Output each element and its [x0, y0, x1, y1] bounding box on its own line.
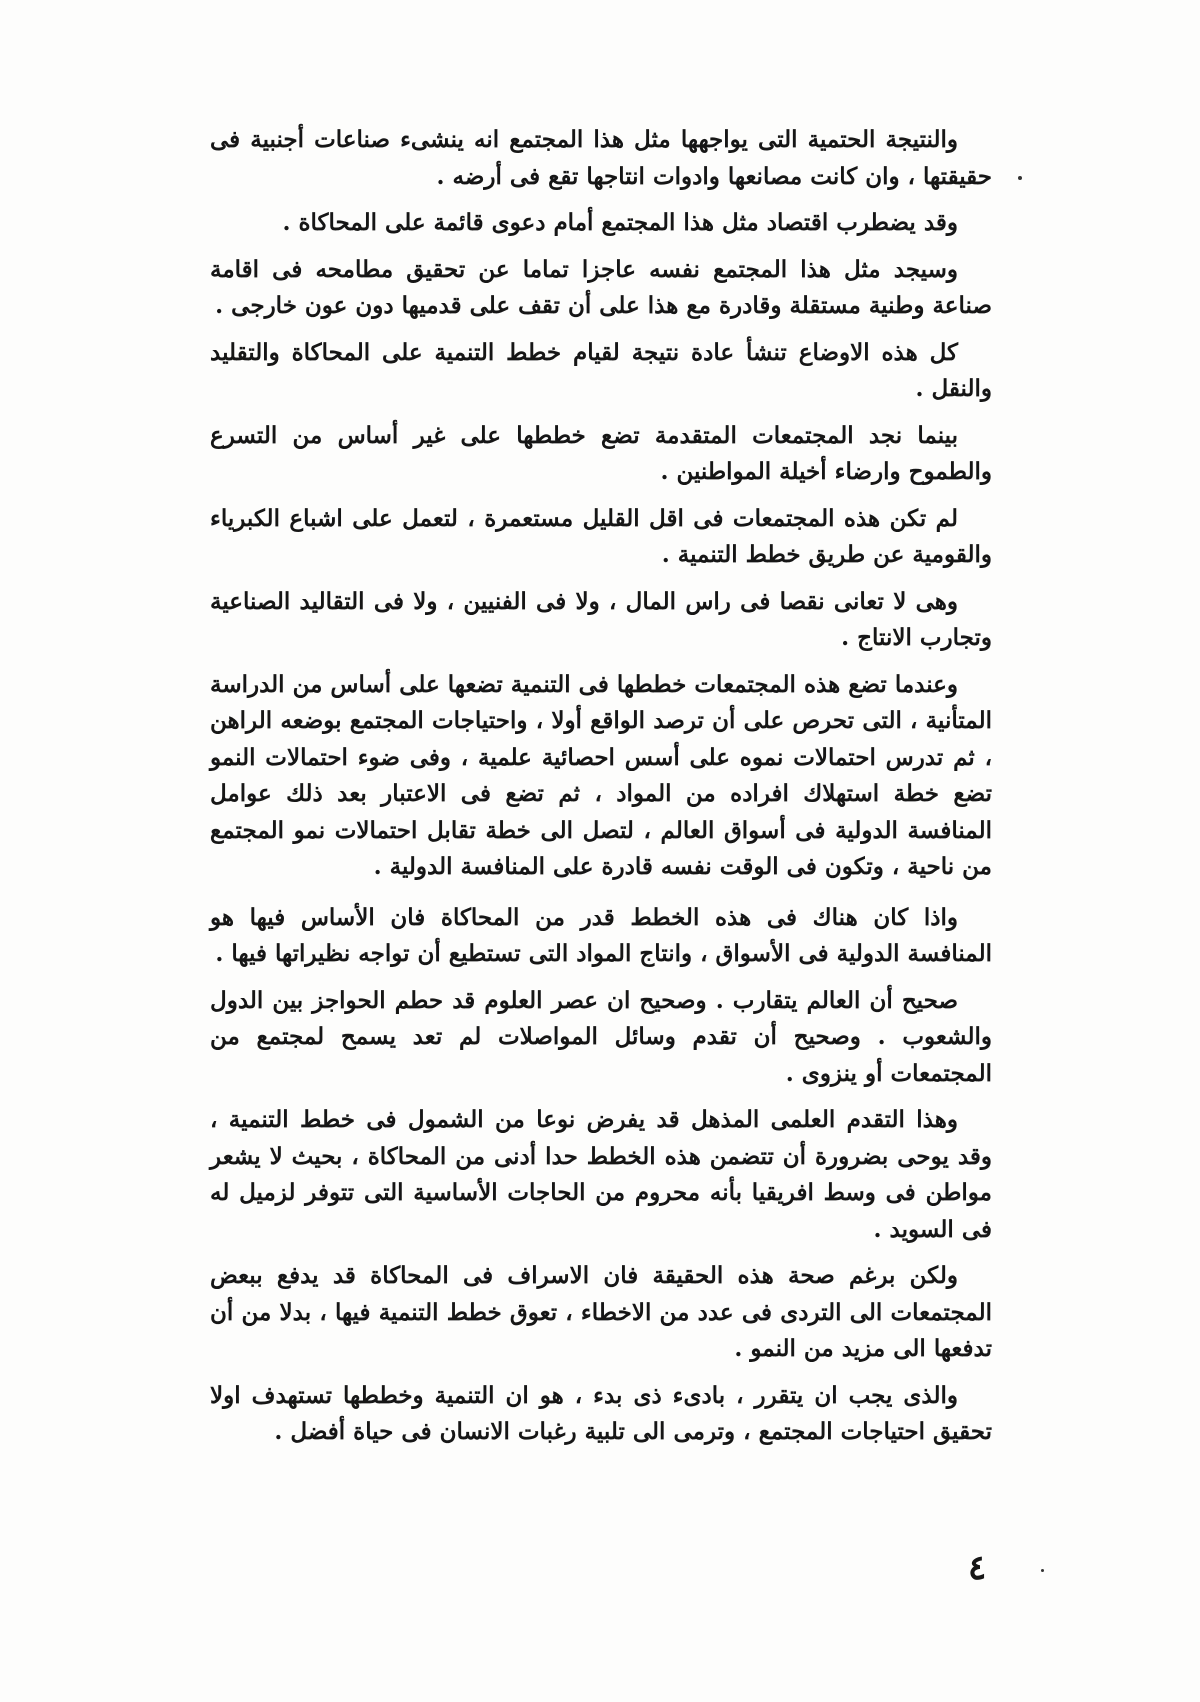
scan-speck — [1041, 1569, 1044, 1572]
paragraph-10: صحيح أن العالم يتقارب . وصحيح ان عصر العلوم قد حطم الحواجز بين الدول والشعوب . وصحيح أن تقدم وسائل المواصلات لم تعد يسمح لمجتمع من المجتمعات أو ينزوى . — [210, 986, 992, 1087]
paragraph-9: واذا كان هناك فى هذه الخطط قدر من المحاكاة فان الأساس فيها هو المنافسة الدولية فى الأسواق ، وانتاج المواد التى تستطيع أن تواجه نظيراتها فيها . — [210, 903, 992, 967]
paragraph-5: بينما نجد المجتمعات المتقدمة تضع خططها على غير أساس من التسرع والطموح وارضاء أخيلة المواطنين . — [210, 421, 992, 485]
paragraph-1: والنتيجة الحتمية التى يواجهها مثل هذا المجتمع انه ينشىء صناعات أجنبية فى حقيقتها ، وان كانت مصانعها وادوات انتاجها تقع فى أرضه . — [210, 126, 992, 190]
page-number: ٤ — [968, 1548, 987, 1588]
paragraph-13: والذى يجب ان يتقرر ، بادىء ذى بدء ، هو ان التنمية وخططها تستهدف اولا تحقيق احتياجات المجتمع ، وترمى الى تلبية رغبات الانسان فى حياة أفضل . — [210, 1381, 992, 1445]
paragraph-4: كل هذه الاوضاع تنشأ عادة نتيجة لقيام خطط التنمية على المحاكاة والتقليد والنقل . — [210, 338, 992, 402]
paragraph-6: لم تكن هذه المجتمعات فى اقل القليل مستعمرة ، لتعمل على اشباع الكبرياء والقومية عن طريق خطط التنمية . — [210, 504, 992, 568]
paragraph-3: وسيجد مثل هذا المجتمع نفسه عاجزا تماما عن تحقيق مطامحه فى اقامة صناعة وطنية مستقلة وقادرة مع هذا على أن تقف على قدميها دون عون خارجى . — [210, 255, 992, 319]
paragraph-7: وهى لا تعانى نقصا فى راس المال ، ولا فى الفنيين ، ولا فى التقاليد الصناعية وتجارب الانتاج . — [210, 587, 992, 651]
paragraph-2: وقد يضطرب اقتصاد مثل هذا المجتمع أمام دعوى قائمة على المحاكاة . — [282, 209, 958, 236]
paragraph-11: وهذا التقدم العلمى المذهل قد يفرض نوعا من الشمول فى خطط التنمية ، وقد يوحى بضرورة أن تتضمن هذه الخطط حدا أدنى من المحاكاة ، بحيث لا يشعر مواطن فى وسط افريقيا بأنه محروم من الحاجات الأساسية التى تتوفر لزميل له فى السويد . — [210, 1106, 992, 1243]
body-text — [210, 122, 992, 1461]
scan-speck — [1018, 176, 1022, 180]
paragraph-8: وعندما تضع هذه المجتمعات خططها فى التنمية تضعها على أساس من الدراسة المتأنية ، التى تحرص على أن ترصد الواقع أولا ، واحتياجات المجتمع بوضعه الراهن ، ثم تدرس احتمالات نموه على أسس احصائية علمية ، وفى ضوء احتمالات النمو تضع خطة استهلاك افراده من المواد ، ثم تضع فى الاعتبار بعد ذلك عوامل المنافسة الدولية فى أسواق العالم ، لتصل الى خطة تقابل احتمالات نمو المجتمع من ناحية ، وتكون فى الوقت نفسه قادرة على المنافسة الدولية . — [210, 670, 992, 880]
paragraph-12: ولكن برغم صحة هذه الحقيقة فان الاسراف فى المحاكاة قد يدفع ببعض المجتمعات الى التردى فى عدد من الاخطاء ، تعوق خطط التنمية فيها ، بدلا من أن تدفعها الى مزيد من النمو . — [210, 1262, 992, 1362]
